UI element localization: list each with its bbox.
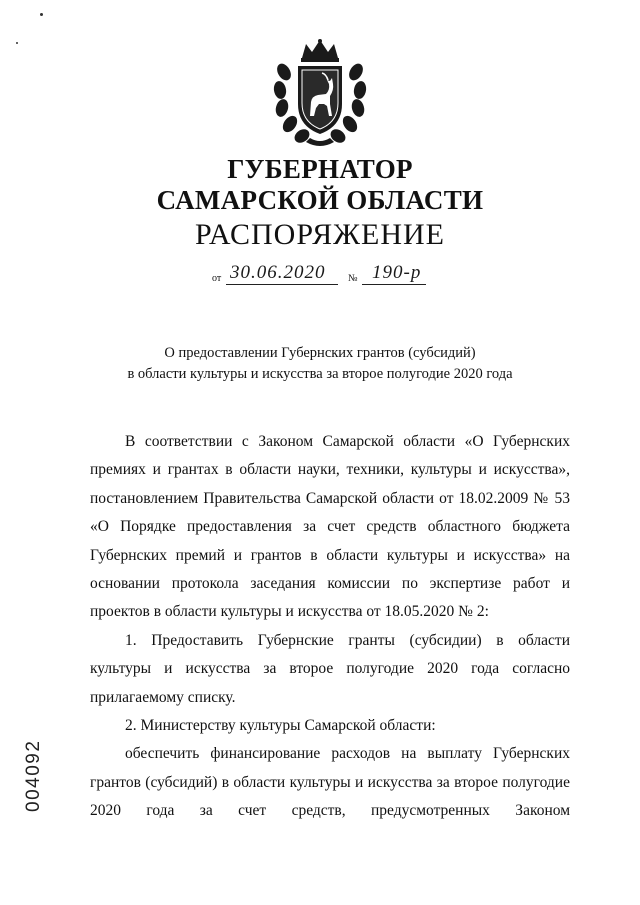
body-paragraph: 1. Предоставить Губернские гранты (субсидии) в области культуры и искусства за второе полугодие 2020 года согласно прилагаемому списку. <box>90 631 570 706</box>
subject-line: О предоставлении Губернских грантов (субсидий) <box>164 345 476 361</box>
body-paragraph: В соответствии с Законом Самарской области «О Губернских премиях и грантах в области науки, техники, культуры и искусства», постановлением Правительства Самарской области от 18.02.2009 № 53 «О Порядке предоставления за счет средств областного бюджета Губернских премий и грантов в области культуры и искусства» на основании протокола заседания комиссии по экспертизе работ и проектов в области культуры и искусства от 18.05.2020 № 2: <box>90 433 570 621</box>
number-underline <box>362 284 426 285</box>
scan-speck <box>40 13 43 16</box>
body-paragraph: 2. Министерству культуры Самарской области: <box>125 717 436 735</box>
margin-serial-number: 004092 <box>23 739 44 812</box>
body-paragraph: обеспечить финансирование расходов на выплату Губернских грантов (субсидий) в области культуры и искусства за второе полугодие 2020 года за счет средств, предусмотренных Законом <box>90 745 570 820</box>
document-type-heading: РАСПОРЯЖЕНИЕ <box>194 218 446 251</box>
coat-of-arms-icon <box>272 38 368 150</box>
document-subject <box>0 343 640 385</box>
date-label: от <box>212 273 222 284</box>
subject-line: в области культуры и искусства за второе полугодие 2020 года <box>127 366 513 382</box>
number-label: № <box>348 273 358 284</box>
issuer-title: ГУБЕРНАТОР <box>227 154 413 184</box>
issuer-subtitle: САМАРСКОЙ ОБЛАСТИ <box>156 185 484 215</box>
date-underline <box>226 284 338 285</box>
scan-speck <box>16 42 18 44</box>
date-value: 30.06.2020 <box>230 262 326 283</box>
document-body <box>90 428 570 826</box>
registration-line <box>212 262 452 286</box>
number-value: 190-р <box>372 262 422 283</box>
